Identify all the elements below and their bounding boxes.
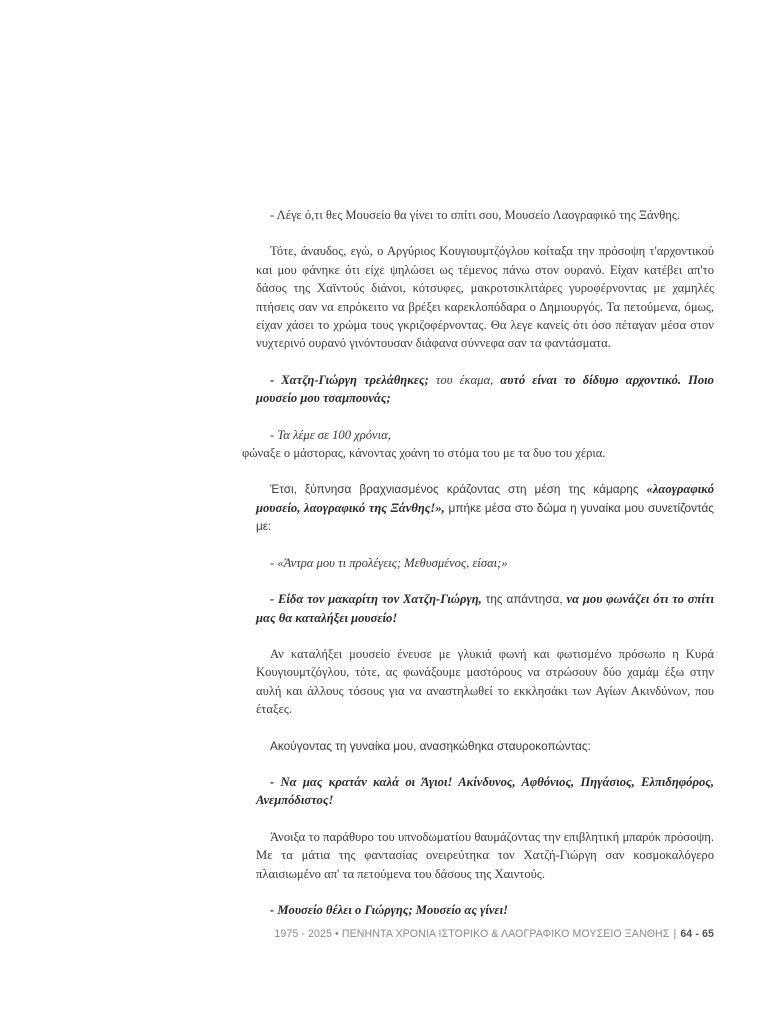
paragraph-dialogue-3 <box>242 426 714 463</box>
paragraph-narration-1: Τότε, άναυδος, εγώ, ο Αργύριος Κουγιουμτζόγλου κοίταξα την πρόσοψη τ'αρχοντικού και μου φάνηκε ότι είχε ψηλώσει ως τέμενος πάνω στον ουρανό. Είχαν κατέβει απ'το δάσος της Χαϊντούς διάνοι, κότσυφες, μακροτσικλιτάρες γυροφέρνοντας με χαμηλές πτήσεις σαν να επρόκειτο να βρέξει καρεκλοπόδαρα ο Δημιουργός. Τα πετούμενα, όμως, είχαν χάσει το χρώμα τους γκριζοφέρνοντας. Θα λεγε κανείς ότι όσο πέταγαν μέσα στον νυχτερινό ουρανό γινόντουσαν διάφανα σύννεφα σαν τα φαντάσματα. <box>256 244 714 351</box>
footer-separator: | <box>673 928 677 940</box>
dialogue-bold-italic: - Χατζη-Γιώργη τρελάθηκες; <box>270 372 429 387</box>
narration-line: φώναξε ο μάστορας, κάνοντας χοάνη το στόμα του με τα δυο του χέρια. <box>242 446 606 461</box>
paragraph-dialogue-5 <box>256 590 714 627</box>
dialogue-italic: - Τα λέμε σε 100 χρόνια, <box>270 427 391 442</box>
dialogue-italic: του έκαμα, <box>428 372 501 387</box>
paragraph-narration-5: Άνοιξα το παράθυρο του υπνοδωματίου θαυμάζοντας την επιβλητική μπαρόκ πρόσοψη. Με τα μάτια της φαντασίας ονειρεύτηκα τον Χατζή-Γιώργη σαν κοσμοκαλόγερο πλαισιωμένο απ' τα πετούμενα του δάσους της Χαιντούς. <box>256 829 714 881</box>
paragraph-dialogue-6: - Να μας κρατάν καλά οι Άγιοι! Ακίνδυνος, Αφθόνιος, Πηγάσιος, Ελπιδηφόρος, Ανεμπόδιστος! <box>256 774 714 808</box>
paragraph-dialogue-1: - Λέγε ό,τι θες Μουσείο θα γίνει το σπίτι σου, Μουσείο Λαογραφικό της Ξάνθης. <box>270 208 681 222</box>
page-numbers: 64 - 65 <box>680 928 714 940</box>
paragraph-dialogue-4: - «Άντρα μου τι προλέγεις; Μεθυσμένος, είσαι;» <box>270 555 508 570</box>
paragraph-narration-3: Αν καταλήξει μουσείο ένευσε με γλυκιά φωνή και φωτισμένο πρόσωπο η Κυρά Κουγιουμτζόγλου, τότε, ας φωνάξουμε μαστόρους να στρώσουν δύο χαμάμ έξω στην αυλή και άλλους τόσους για να αναστηλωθεί το εκκλησάκι των Αγίων Ακινδύνων, που έταξες. <box>256 646 714 717</box>
dialogue-tag: της απάντησα, <box>481 592 567 607</box>
dialogue-bold-italic: αυτό είναι το δίδυμο αρχοντικό. Ποιο μουσείο μου τσαμπουνάς; <box>256 372 714 406</box>
quoted-exclamation: «λαογραφικό μουσείο, λαογραφικό της Ξάνθης!», <box>256 482 714 515</box>
paragraph-narration-2 <box>256 480 714 535</box>
page-footer <box>272 928 714 940</box>
dialogue-bold-italic: να μου φωνάζει ότι το σπίτι μας θα καταλήξει μουσείο! <box>256 592 714 625</box>
paragraph-dialogue-7: - Μουσείο θέλει ο Γιώργης; Μουσείο ας γίνει! <box>270 902 508 917</box>
dialogue-bold-italic: - Είδα τον μακαρίτη τον Χατζη-Γιώργη, <box>270 592 482 607</box>
narration-text: Έτσι, ξύπνησα βραχνιασμένος κράζοντας στη μέση της κάμαρης <box>270 482 647 497</box>
narration-text: μπήκε μέσα στο δώμα η γυναίκα μου συνετίζοντάς με: <box>256 500 714 534</box>
paragraph-dialogue-2 <box>256 371 714 408</box>
story-text <box>242 206 714 937</box>
footer-title: 1975 - 2025 • ΠΕΝΗΝΤΑ ΧΡΟΝΙΑ ΙΣΤΟΡΙΚΟ & ΛΑΟΓΡΑΦΙΚΟ ΜΟΥΣΕΙΟ ΞΑΝΘΗΣ <box>274 928 670 940</box>
paragraph-narration-4: Ακούγοντας τη γυναίκα μου, ανασηκώθηκα σταυροκοπώντας: <box>270 738 591 753</box>
